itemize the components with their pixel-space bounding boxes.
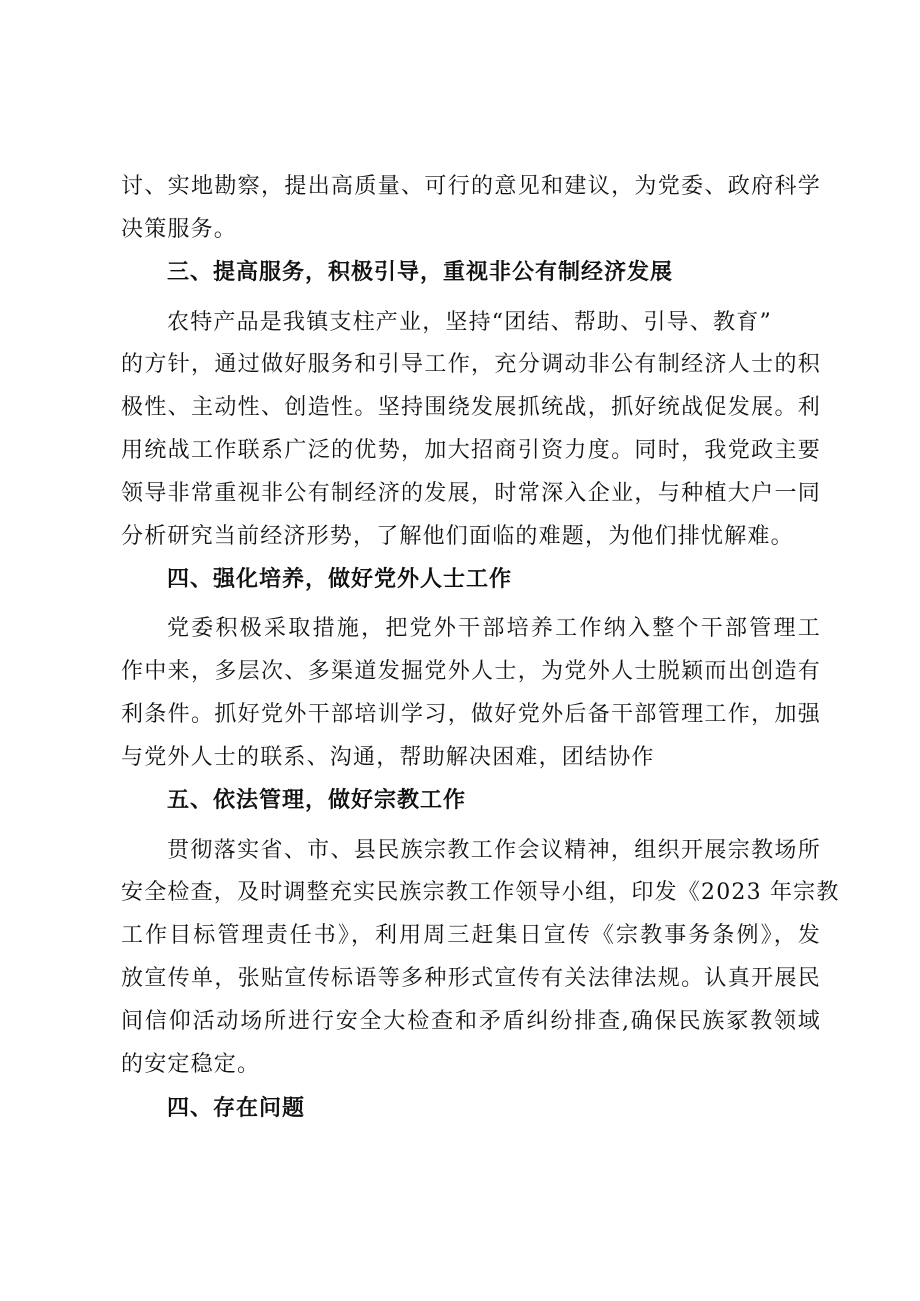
paragraph-line: 用统战工作联系广泛的优势，加大招商引资力度。同时，我党政主要 [121, 438, 821, 463]
paragraph-line: 农特产品是我镇支柱产业，坚持“团结、帮助、引导、教育” [167, 310, 772, 335]
paragraph-line: 的安定稳定。 [121, 1052, 261, 1077]
section-heading: 四、存在问题 [167, 1096, 306, 1121]
paragraph-line: 决策服务。 [121, 217, 238, 242]
paragraph-line: 贯彻落实省、市、县民族宗教工作会议精神，组织开展宗教场所 [167, 838, 821, 863]
paragraph-line: 的方针，通过做好服务和引导工作，充分调动非公有制经济人士的积 [121, 352, 821, 377]
paragraph-line: 分析研究当前经济形势，了解他们面临的难题，为他们排忧解难。 [121, 524, 794, 549]
paragraph-line: 极性、主动性、创造性。坚持围绕发展抓统战，抓好统战促发展。利 [121, 395, 821, 420]
paragraph-line: 讨、实地勘察，提出高质量、可行的意见和建议，为党委、政府科学 [121, 174, 821, 199]
paragraph-line: 利条件。抓好党外干部培训学习，做好党外后备干部管理工作，加强 [121, 702, 821, 727]
paragraph-line: 安全检查，及时调整充实民族宗教工作领导小组，印发《2023 年宗教 [121, 880, 840, 905]
paragraph-line: 党委积极采取措施，把党外干部培养工作纳入整个干部管理工 [167, 616, 821, 641]
paragraph-line: 放宣传单，张贴宣传标语等多种形式宣传有关法律法规。认真开展民 [121, 966, 821, 991]
paragraph-line: 作中来，多层次、多渠道发掘党外人士，为党外人士脱颖而出创造有 [121, 659, 821, 684]
section-heading: 三、提高服务，积极引导，重视非公有制经济发展 [167, 260, 674, 285]
paragraph-line: 领导非常重视非公有制经济的发展，时常深入企业，与种植大户一同 [121, 481, 821, 506]
paragraph-line: 与党外人士的联系、沟通，帮助解决困难，团结协作 [121, 745, 655, 770]
paragraph-line: 间信仰活动场所进行安全大检查和矛盾纠纷排查,确保民族冢教领域 [121, 1009, 821, 1034]
section-heading: 四、强化培养，做好党外人士工作 [167, 567, 513, 592]
paragraph-line: 工作目标管理责任书》，利用周三赶集日宣传《宗教事务条例》，发 [121, 923, 821, 948]
section-heading: 五、依法管理，做好宗教工作 [167, 788, 467, 813]
